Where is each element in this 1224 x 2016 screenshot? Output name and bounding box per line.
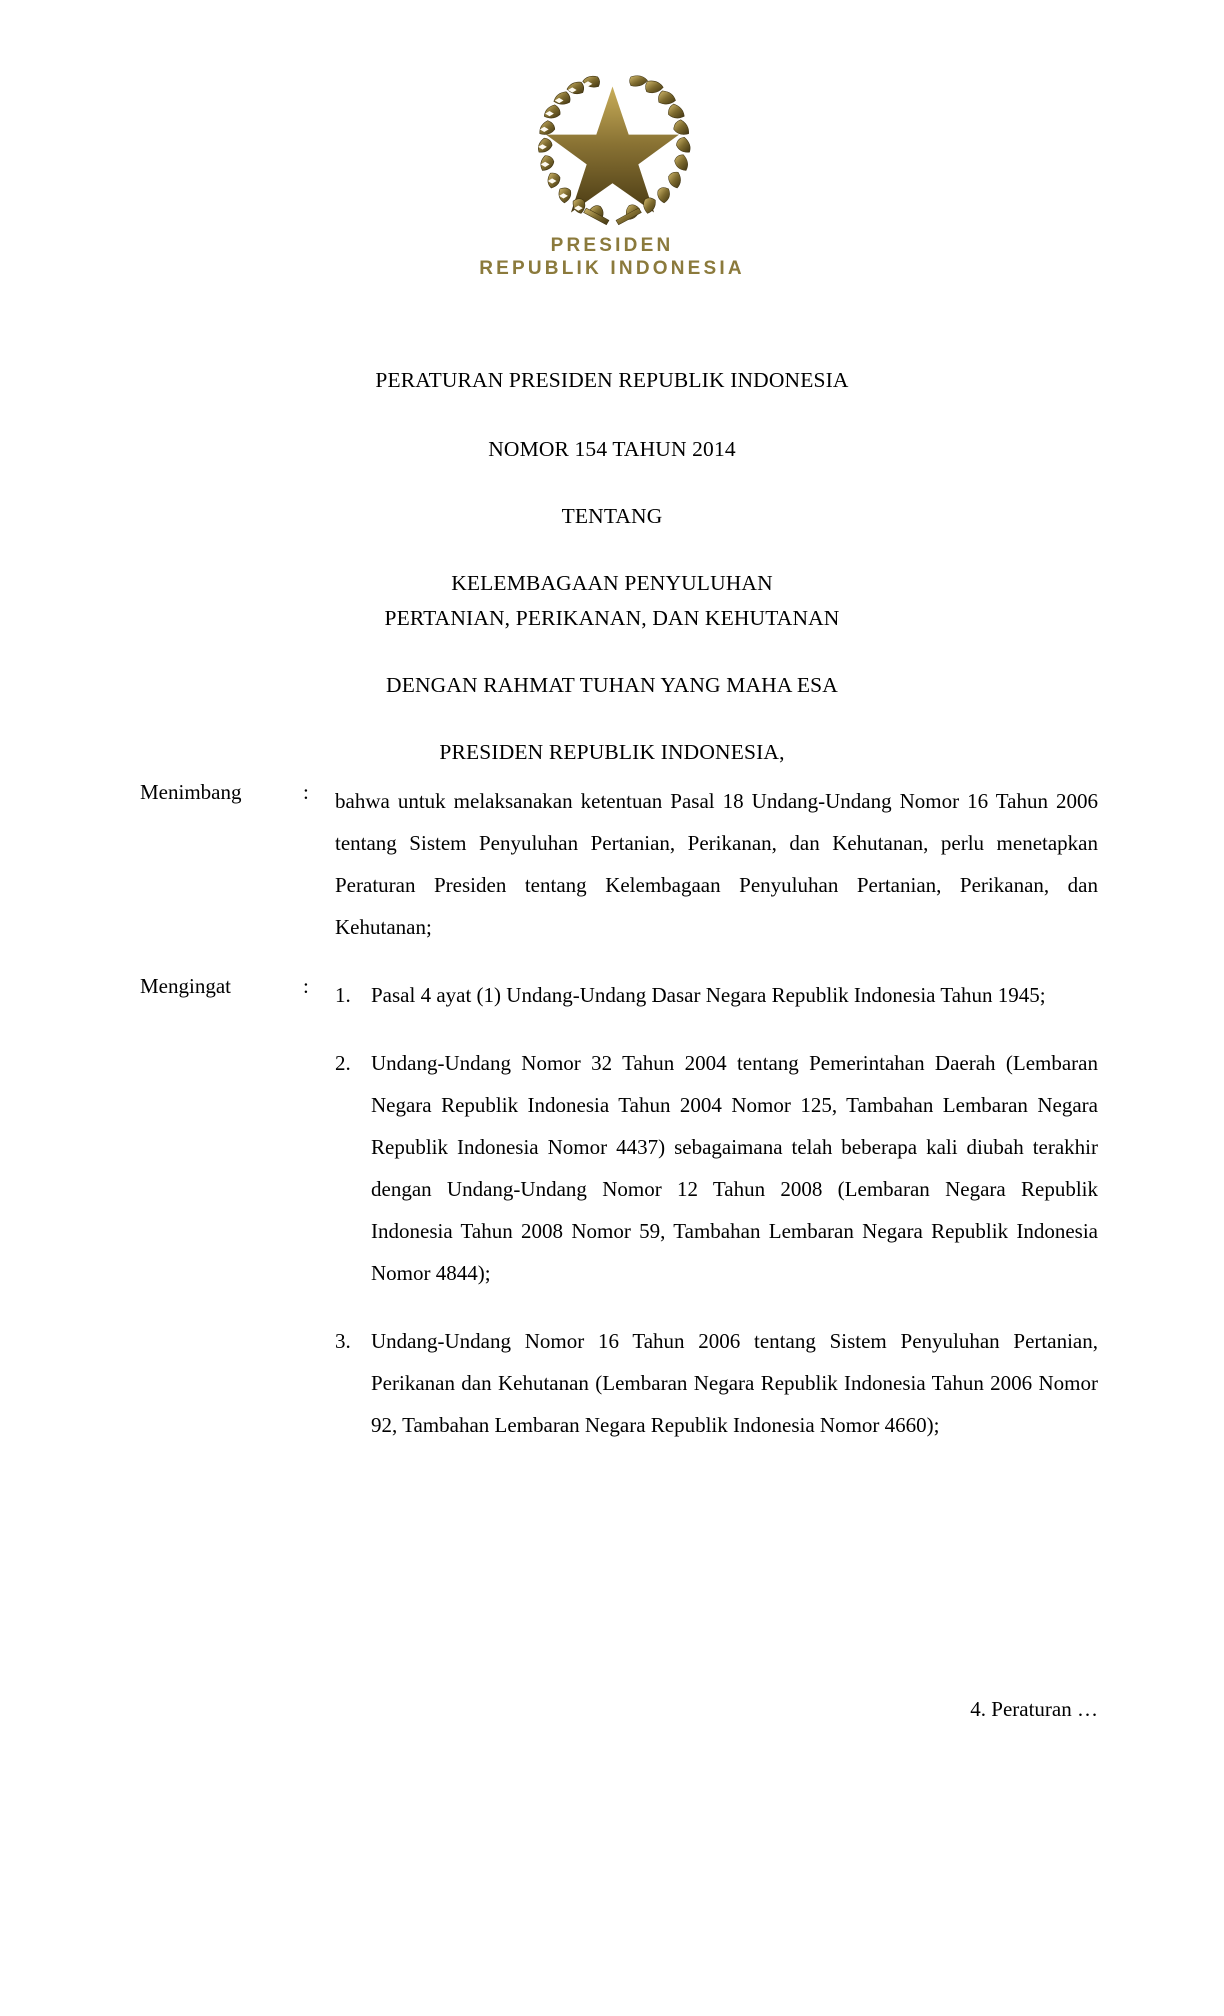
list-item-marker: 2.	[335, 1051, 351, 1075]
title-invocation: DENGAN RAHMAT TUHAN YANG MAHA ESA	[386, 673, 838, 697]
menimbang-paragraph: bahwa untuk melaksanakan ketentuan Pasal 18 Undang-Undang Nomor 16 Tahun 2006 tentang Sistem Penyuluhan Pertanian, Perikanan, dan Kehutanan, perlu menetapkan Peraturan Presiden tentang Kelembagaan Penyuluhan Pertanian, Perikanan, dan Kehutanan;	[335, 789, 1098, 939]
emblem-caption-line1: PRESIDEN	[550, 235, 674, 256]
emblem-caption	[0, 234, 1224, 280]
list-item-text: Undang-Undang Nomor 32 Tahun 2004 tentang Pemerintahan Daerah (Lembaran Negara Republik Indonesia Tahun 2004 Nomor 125, Tambahan Lembaran Negara Republik Indonesia Nomor 4437) sebagaimana telah beberapa kali diubah terakhir dengan Undang-Undang Nomor 12 Tahun 2008 (Lembaran Negara Republik Indonesia Tahun 2008 Nomor 59, Tambahan Lembaran Negara Republik Indonesia Nomor 4844);	[371, 1051, 1098, 1285]
list-item-text: Pasal 4 ayat (1) Undang-Undang Dasar Negara Republik Indonesia Tahun 1945;	[371, 983, 1046, 1007]
list-item-marker: 1.	[335, 983, 351, 1007]
title-subject-line1: KELEMBAGAAN PENYULUHAN	[451, 571, 773, 595]
list-item-text: Undang-Undang Nomor 16 Tahun 2006 tentang Sistem Penyuluhan Pertanian, Perikanan dan Kehutanan (Lembaran Negara Republik Indonesia Tahun 2006 Nomor 92, Tambahan Lembaran Negara Republik Indonesia Nomor 4660);	[371, 1329, 1098, 1437]
page-catchword: 4. Peraturan …	[970, 1697, 1098, 1721]
title-line-regulation: PERATURAN PRESIDEN REPUBLIK INDONESIA	[375, 368, 849, 392]
clause-colon-mengingat: :	[303, 974, 309, 998]
title-authority: PRESIDEN REPUBLIK INDONESIA,	[439, 740, 785, 764]
title-line-tentang: TENTANG	[561, 504, 663, 528]
mengingat-list	[335, 974, 1098, 1446]
consideranda-block	[0, 780, 1224, 1472]
clause-mengingat	[0, 974, 1224, 1446]
list-item-marker: 3.	[335, 1329, 351, 1353]
list-item	[335, 1320, 1098, 1446]
list-item	[335, 1042, 1098, 1294]
emblem-block	[0, 62, 1224, 280]
emblem-caption-line2: REPUBLIK INDONESIA	[479, 258, 745, 280]
indonesian-presidential-seal-icon	[525, 62, 700, 230]
clause-label-menimbang: Menimbang	[140, 780, 242, 804]
title-block	[0, 368, 1224, 765]
clause-body-mengingat	[335, 974, 1098, 1446]
clause-colon-menimbang: :	[303, 780, 309, 804]
list-item	[335, 974, 1098, 1016]
clause-label-mengingat: Mengingat	[140, 974, 231, 998]
clause-body-menimbang	[335, 780, 1098, 948]
title-line-number: NOMOR 154 TAHUN 2014	[488, 437, 736, 461]
title-subject-line2: PERTANIAN, PERIKANAN, DAN KEHUTANAN	[384, 606, 840, 630]
clause-menimbang	[0, 780, 1224, 948]
